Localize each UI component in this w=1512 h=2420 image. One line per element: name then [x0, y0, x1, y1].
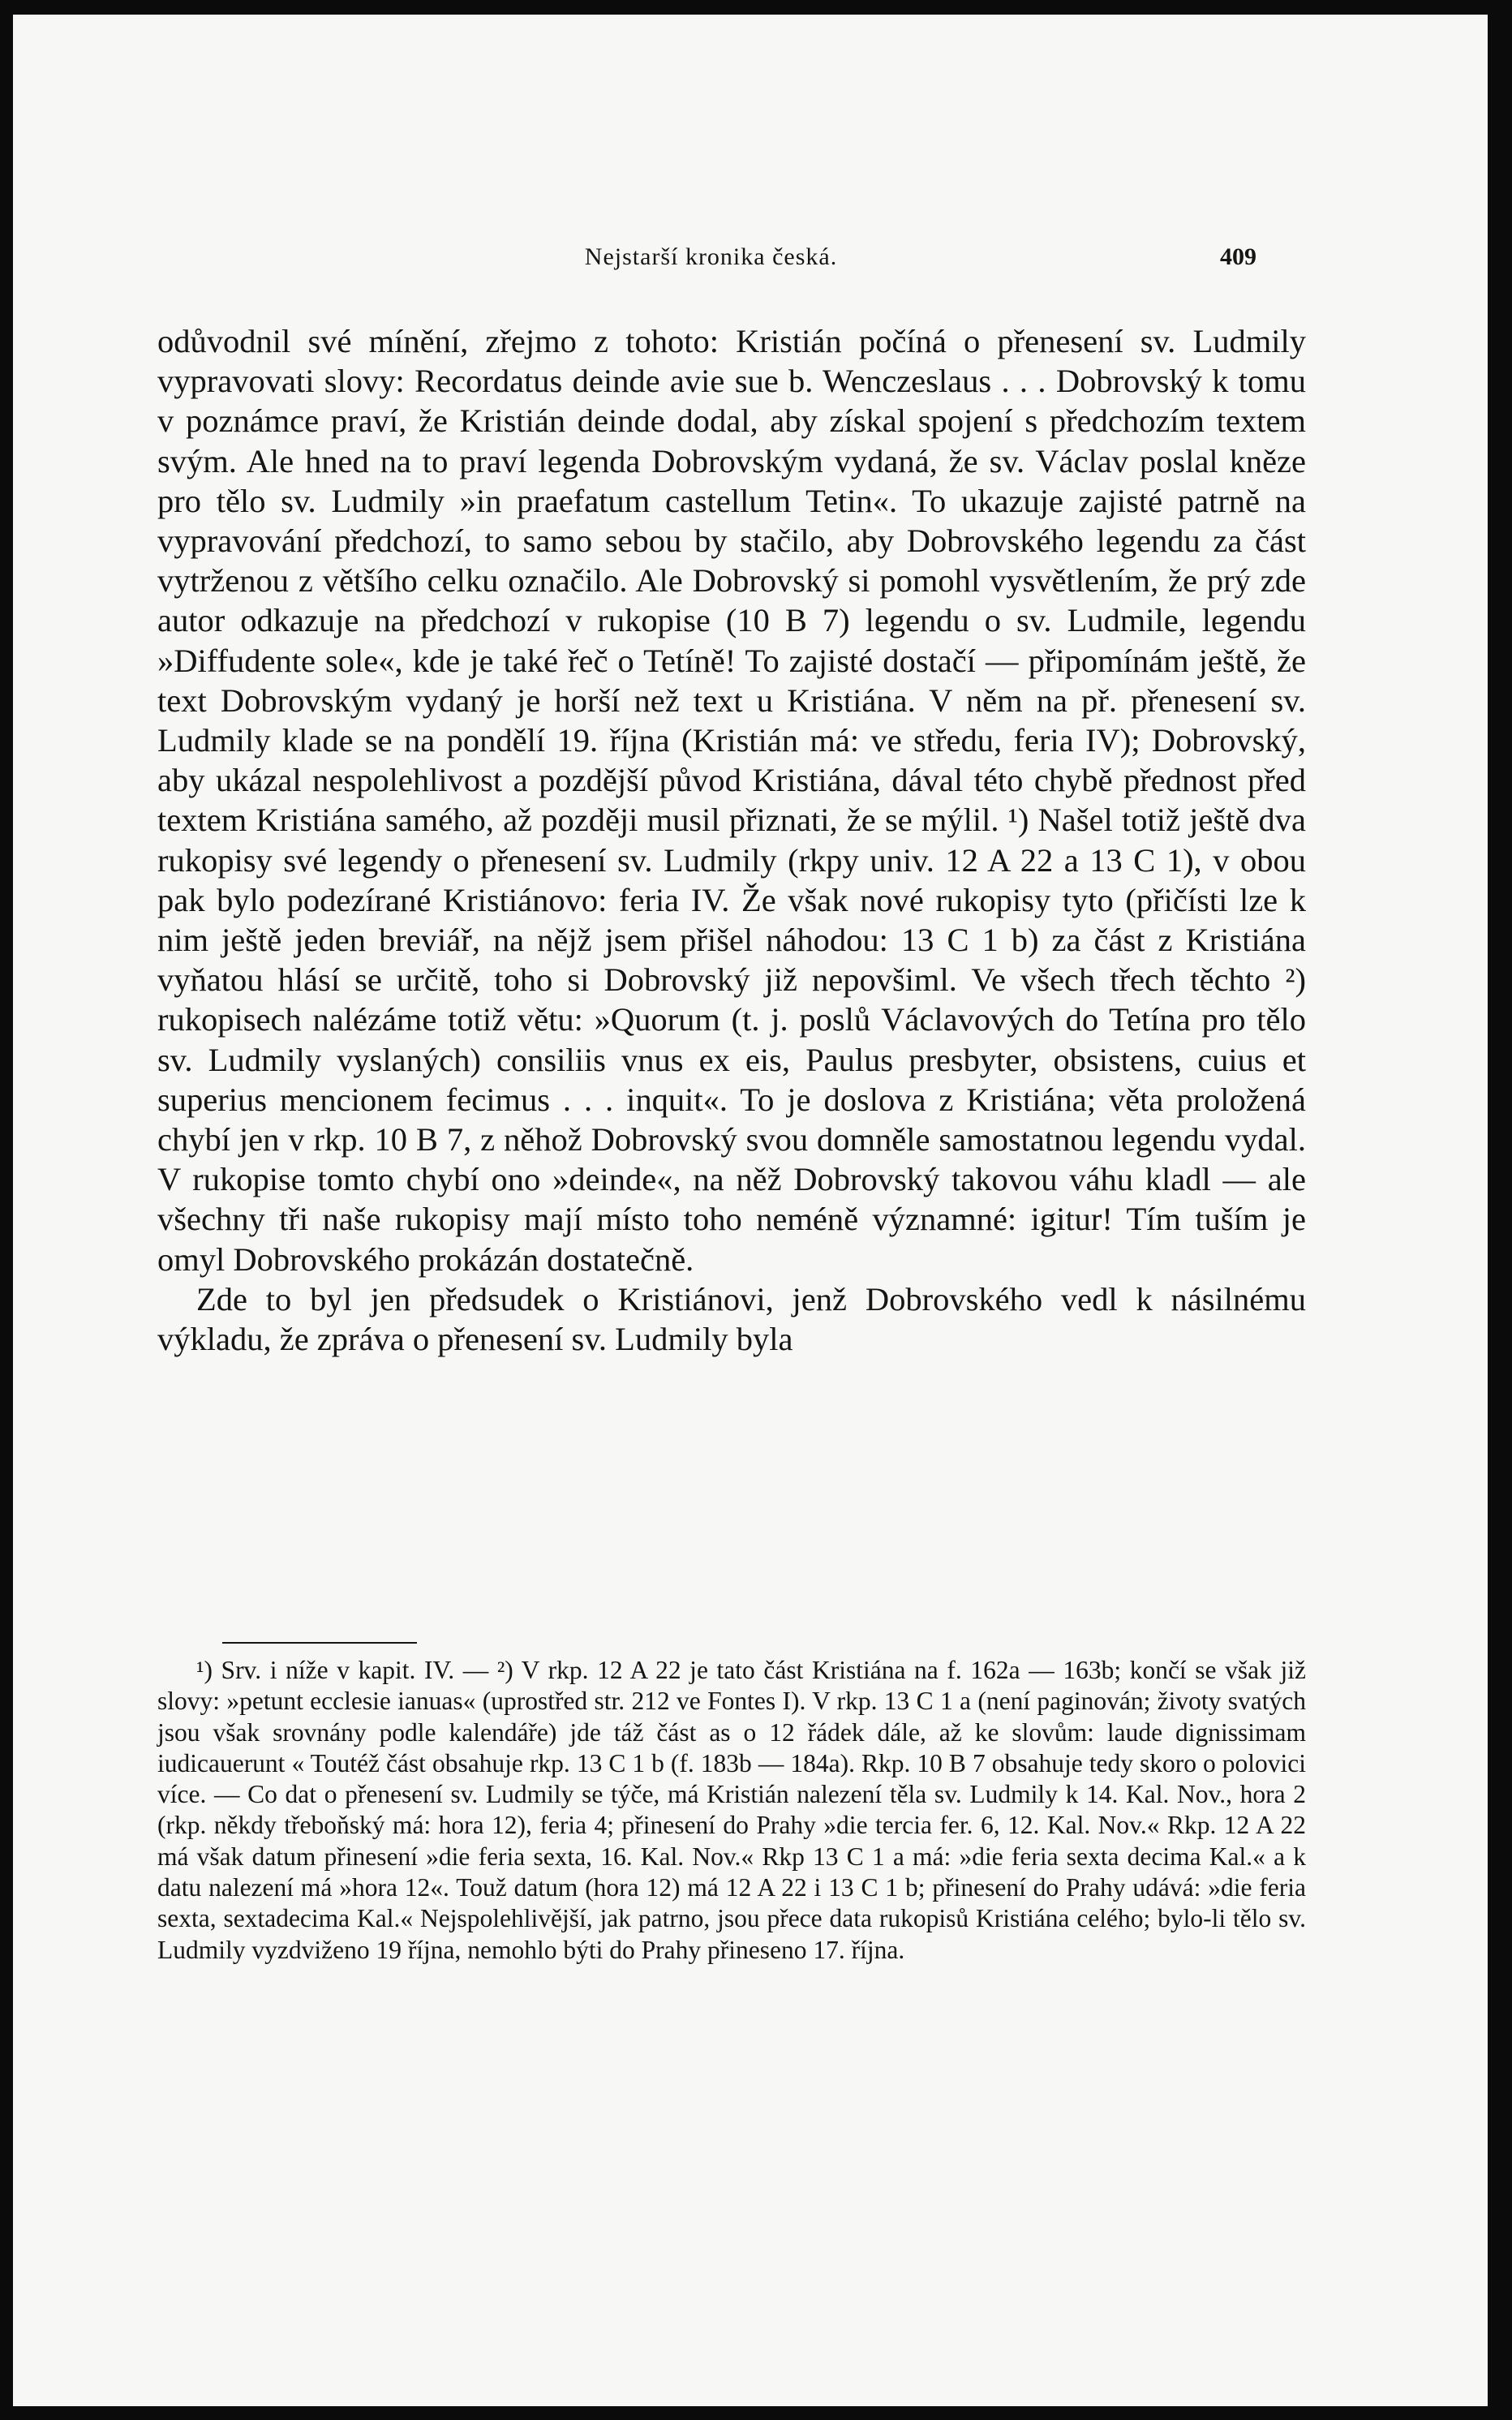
page-number: 409	[1220, 243, 1256, 270]
main-text	[157, 321, 1306, 1359]
footnote-text: ¹) Srv. i níže v kapit. IV. — ²) V rkp. 12 A 22 je tato část Kristiána na f. 162a — 163b; končí se však již slovy: »petunt ecclesie ianuas« (uprostřed str. 212 ve Fontes I). V rkp. 13 C 1 a (není paginován; životy svatých jsou však srovnány podle kalendáře) jde táž část as o 12 řádek dále, až ke slovům: laude dignissimam iudicauerunt « Toutéž část obsahuje rkp. 13 C 1 b (f. 183b — 184a). Rkp. 10 B 7 obsahuje tedy skoro o polovici více. — Co dat o přenesení sv. Ludmily se týče, má Kristián nalezení těla sv. Ludmily k 14. Kal. Nov., hora 2 (rkp. někdy třeboňský má: hora 12), feria 4; přinesení do Prahy »die tercia fer. 6, 12. Kal. Nov.« Rkp. 12 A 22 má však datum přinesení »die feria sexta, 16. Kal. Nov.« Rkp 13 C 1 a má: »die feria sexta decima Kal.« a k datu nalezení má »hora 12«. Touž datum (hora 12) má 12 A 22 i 13 C 1 b; přinesení do Prahy udává: »die feria sexta, sextadecima Kal.« Nejspolehlivější, jak patrno, jsou přece data rukopisů Kristiána celého; bylo-li tělo sv. Ludmily vyzdviženo 19 října, nemohlo býti do Prahy přineseno 17. října.	[157, 1656, 1306, 1964]
page-sheet	[13, 15, 1488, 2406]
body-paragraph-1: odůvodnil své mínění, zřejmo z tohoto: Kristián počíná o přenesení sv. Ludmily vypravovati slovy: Recordatus deinde avie sue b. Wenczeslaus . . . Dobrovský k tomu v poznámce praví, že Kristián deinde dodal, aby získal spojení s předchozím textem svým. Ale hned na to praví legenda Dobrovským vydaná, že sv. Václav poslal kněze pro tělo sv. Ludmily »in praefatum castellum Tetin«. To ukazuje zajisté patrně na vypravování předchozí, to samo sebou by stačilo, aby Dobrovského legendu za část vytrženou z většího celku označilo. Ale Dobrovský si pomohl vysvětlením, že prý zde autor odkazuje na předchozí v rukopise (10 B 7) legendu o sv. Ludmile, legendu »Diffudente sole«, kde je také řeč o Tetíně! To zajisté dostačí — připomínám ještě, že text Dobrovským vydaný je horší než text u Kristiána. V něm na př. přenesení sv. Ludmily klade se na pondělí 19. října (Kristián má: ve středu, feria IV); Dobrovský, aby ukázal nespolehlivost a pozdější původ Kristiána, dával této chybě přednost před textem Kristiána samého, až později musil přiznati, že se mýlil. ¹) Našel totiž ještě dva rukopisy své legendy o přenesení sv. Ludmily (rkpy univ. 12 A 22 a 13 C 1), v obou pak bylo podezírané Kristiánovo: feria IV. Že však nové rukopisy tyto (přičísti lze k nim ještě jeden breviář, na nějž jsem přišel náhodou: 13 C 1 b) za část z Kristiána vyňatou hlásí se určitě, toho si Dobrovský již nepovšiml. Ve všech třech těchto ²) rukopisech nalézáme totiž větu: »Quorum (t. j. poslů Václavových do Tetína pro tělo sv. Ludmily vyslaných) consiliis vnus ex eis, Paulus presbyter, obsistens, cuius et superius mencionem fecimus . . . inquit«. To je doslova z Kristiána; věta proložená chybí jen v rkp. 10 B 7, z něhož Dobrovský svou domněle samostatnou legendu vydal. V rukopise tomto chybí ono »deinde«, na něž Dobrovský takovou váhu kladl — ale všechny tři naše rukopisy mají místo toho neméně významné: igitur! Tím tuším je omyl Dobrovského prokázán dostatečně.	[157, 323, 1306, 1278]
body-paragraph-2: Zde to byl jen předsudek o Kristiánovi, jenž Dobrovského vedl k násilnému výkladu, že zpráva o přenesení sv. Ludmily byla	[157, 1280, 1306, 1358]
footnotes	[157, 1655, 1306, 1966]
running-title: Nejstarší kronika česká.	[584, 243, 838, 270]
footnote-rule	[222, 1642, 417, 1644]
page-header	[165, 243, 1256, 279]
